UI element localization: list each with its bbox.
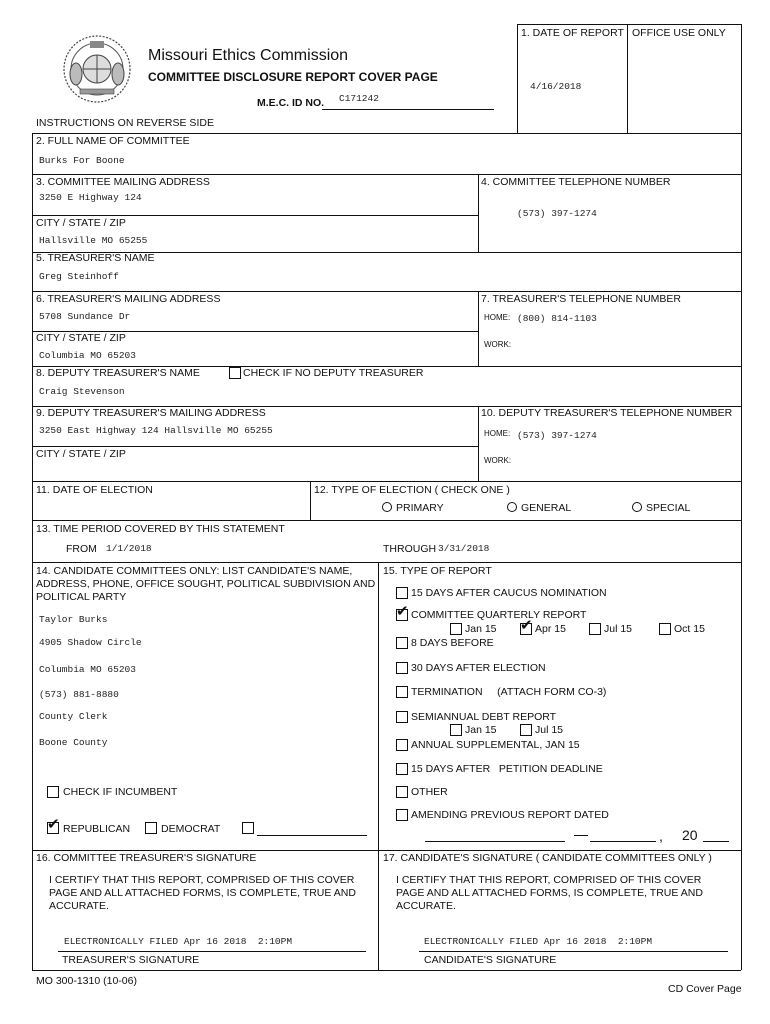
candidate-signature-label: 17. CANDIDATE'S SIGNATURE ( CANDIDATE COMMITTEES ONLY ) bbox=[383, 852, 712, 864]
deputy-work-label: WORK: bbox=[484, 456, 512, 465]
other-party-checkbox[interactable] bbox=[242, 822, 254, 834]
caucus-checkbox[interactable] bbox=[396, 587, 408, 599]
democrat-checkbox[interactable] bbox=[145, 822, 157, 834]
deputy-csz-label: CITY / STATE / ZIP bbox=[36, 448, 126, 460]
treasurer-csz-value: Columbia MO 65203 bbox=[39, 350, 136, 361]
jul15-checkbox[interactable] bbox=[589, 623, 601, 635]
republican-label: REPUBLICAN bbox=[63, 823, 131, 835]
semi-jan15-checkbox[interactable] bbox=[450, 724, 462, 736]
date-of-report-label: 1. DATE OF REPORT bbox=[521, 27, 624, 39]
treasurer-address-value: 5708 Sundance Dr bbox=[39, 311, 131, 322]
treasurer-address-label: 6. TREASURER'S MAILING ADDRESS bbox=[36, 293, 221, 305]
annual-label: ANNUAL SUPPLEMENTAL, JAN 15 bbox=[411, 739, 580, 751]
candidate-certify-1: I CERTIFY THAT THIS REPORT, COMPRISED OF THIS COVER bbox=[396, 874, 702, 886]
petition-label: 15 DAYS AFTER PETITION DEADLINE bbox=[411, 763, 603, 775]
primary-label: PRIMARY bbox=[396, 502, 444, 514]
treasurer-name-label: 5. TREASURER'S NAME bbox=[36, 252, 155, 264]
from-value: 1/1/2018 bbox=[106, 543, 152, 554]
incumbent-checkbox[interactable] bbox=[47, 786, 59, 798]
general-label: GENERAL bbox=[521, 502, 572, 514]
jan15-checkbox[interactable] bbox=[450, 623, 462, 635]
time-period-label: 13. TIME PERIOD COVERED BY THIS STATEMENT bbox=[36, 523, 285, 535]
checkmark-icon: ✔ bbox=[396, 602, 409, 620]
committee-name-value: Burks For Boone bbox=[39, 155, 125, 166]
quarterly-label: COMMITTEE QUARTERLY REPORT bbox=[411, 609, 587, 621]
candidate-office: County Clerk bbox=[39, 711, 108, 722]
checkmark-icon: ✔ bbox=[47, 815, 60, 833]
no-deputy-checkbox[interactable] bbox=[229, 367, 241, 379]
deputy-home-value: (573) 397-1274 bbox=[517, 430, 597, 441]
mec-id-label: M.E.C. ID NO. bbox=[257, 97, 325, 109]
termination-checkbox[interactable] bbox=[396, 686, 408, 698]
instructions-note: INSTRUCTIONS ON REVERSE SIDE bbox=[36, 117, 214, 129]
commission-name: Missouri Ethics Commission bbox=[148, 47, 349, 64]
treasurer-signature-label: 16. COMMITTEE TREASURER'S SIGNATURE bbox=[36, 852, 257, 864]
democrat-label: DEMOCRAT bbox=[161, 823, 221, 835]
jul15-label: Jul 15 bbox=[604, 623, 633, 635]
special-label: SPECIAL bbox=[646, 502, 691, 514]
treasurer-home-value: (800) 814-1103 bbox=[517, 313, 597, 324]
committee-phone-value: (573) 397-1274 bbox=[517, 208, 597, 219]
candidate-label-1: 14. CANDIDATE COMMITTEES ONLY: LIST CANDIDATE'S NAME, bbox=[36, 565, 353, 577]
candidate-subdivision: Boone County bbox=[39, 737, 108, 748]
candidate-city: Columbia MO 65203 bbox=[39, 664, 136, 675]
semi-jul15-label: Jul 15 bbox=[535, 724, 564, 736]
amended-dash bbox=[574, 835, 588, 836]
candidate-certify-3: ACCURATE. bbox=[396, 900, 456, 912]
termination-label: TERMINATION (ATTACH FORM CO-3) bbox=[411, 686, 607, 698]
candidate-name: Taylor Burks bbox=[39, 614, 108, 625]
committee-csz-label: CITY / STATE / ZIP bbox=[36, 217, 126, 229]
candidate-label-3: POLITICAL PARTY bbox=[36, 591, 127, 603]
special-radio[interactable] bbox=[632, 502, 642, 512]
candidate-label-2: ADDRESS, PHONE, OFFICE SOUGHT, POLITICAL SUBDIVISION AND bbox=[36, 578, 376, 590]
committee-name-label: 2. FULL NAME OF COMMITTEE bbox=[36, 135, 190, 147]
election-type-label: 12. TYPE OF ELECTION ( CHECK ONE ) bbox=[314, 484, 510, 496]
state-seal-icon bbox=[62, 34, 132, 104]
treasurer-phone-label: 7. TREASURER'S TELEPHONE NUMBER bbox=[481, 293, 681, 305]
committee-address-value: 3250 E Highway 124 bbox=[39, 192, 142, 203]
quarterly-checkbox[interactable] bbox=[396, 602, 409, 621]
through-label: THROUGH bbox=[383, 543, 437, 555]
deputy-name-label: 8. DEPUTY TREASURER'S NAME bbox=[36, 367, 200, 379]
year-prefix: 20 bbox=[682, 827, 698, 843]
candidate-certify-2: PAGE AND ALL ATTACHED FORMS, IS COMPLETE, TRUE AND bbox=[396, 887, 703, 899]
candidate-phone: (573) 881-8880 bbox=[39, 689, 119, 700]
page-name: CD Cover Page bbox=[668, 983, 742, 995]
committee-phone-label: 4. COMMITTEE TELEPHONE NUMBER bbox=[481, 176, 671, 188]
petition-checkbox[interactable] bbox=[396, 763, 408, 775]
amended-month-field[interactable] bbox=[425, 841, 565, 842]
other-report-checkbox[interactable] bbox=[396, 786, 408, 798]
checkmark-icon: ✔ bbox=[520, 616, 533, 634]
annual-checkbox[interactable] bbox=[396, 739, 408, 751]
deputy-phone-label: 10. DEPUTY TREASURER'S TELEPHONE NUMBER bbox=[481, 407, 733, 419]
amending-checkbox[interactable] bbox=[396, 809, 408, 821]
treasurer-certify-3: ACCURATE. bbox=[49, 900, 109, 912]
eight-days-checkbox[interactable] bbox=[396, 637, 408, 649]
treasurer-csz-label: CITY / STATE / ZIP bbox=[36, 332, 126, 344]
jan15-label: Jan 15 bbox=[465, 623, 497, 635]
no-deputy-label: CHECK IF NO DEPUTY TREASURER bbox=[243, 367, 424, 379]
through-value: 3/31/2018 bbox=[438, 543, 490, 554]
general-radio[interactable] bbox=[507, 502, 517, 512]
treasurer-filed-stamp: ELECTRONICALLY FILED Apr 16 2018 2:10PM bbox=[64, 936, 293, 947]
eight-days-label: 8 DAYS BEFORE bbox=[411, 637, 494, 649]
treasurer-certify-2: PAGE AND ALL ATTACHED FORMS, IS COMPLETE, TRUE AND bbox=[49, 887, 356, 899]
deputy-name-value: Craig Stevenson bbox=[39, 386, 125, 397]
treasurer-home-label: HOME: bbox=[484, 313, 511, 322]
semi-jan15-label: Jan 15 bbox=[465, 724, 497, 736]
apr15-checkbox[interactable] bbox=[520, 616, 533, 635]
from-label: FROM bbox=[66, 543, 97, 555]
candidate-filed-stamp: ELECTRONICALLY FILED Apr 16 2018 2:10PM bbox=[424, 936, 653, 947]
apr15-label: Apr 15 bbox=[535, 623, 566, 635]
republican-checkbox[interactable] bbox=[47, 815, 60, 834]
thirty-days-checkbox[interactable] bbox=[396, 662, 408, 674]
report-type-label: 15. TYPE OF REPORT bbox=[383, 565, 492, 577]
treasurer-work-label: WORK: bbox=[484, 340, 512, 349]
deputy-home-label: HOME: bbox=[484, 429, 511, 438]
treasurer-certify-1: I CERTIFY THAT THIS REPORT, COMPRISED OF THIS COVER bbox=[49, 874, 355, 886]
treasurer-name-value: Greg Steinhoff bbox=[39, 271, 119, 282]
semiannual-checkbox[interactable] bbox=[396, 711, 408, 723]
candidate-signature-line[interactable] bbox=[419, 951, 728, 952]
form-number: MO 300-1310 (10-06) bbox=[36, 975, 137, 987]
other-party-field[interactable] bbox=[257, 835, 367, 836]
amended-day-field[interactable] bbox=[590, 841, 656, 842]
candidate-street: 4905 Shadow Circle bbox=[39, 637, 142, 648]
semi-jul15-checkbox[interactable] bbox=[520, 724, 532, 736]
deputy-address-label: 9. DEPUTY TREASURER'S MAILING ADDRESS bbox=[36, 407, 266, 419]
other-report-label: OTHER bbox=[411, 786, 448, 798]
date-of-report-value: 4/16/2018 bbox=[530, 81, 582, 92]
candidate-sig-caption: CANDIDATE'S SIGNATURE bbox=[424, 954, 557, 966]
deputy-address-value: 3250 East Highway 124 Hallsville MO 65255 bbox=[39, 425, 273, 436]
amending-label: AMENDING PREVIOUS REPORT DATED bbox=[411, 809, 609, 821]
amended-year-field[interactable] bbox=[703, 841, 729, 842]
mec-id-value: C171242 bbox=[339, 93, 379, 104]
oct15-checkbox[interactable] bbox=[659, 623, 671, 635]
comma-separator: , bbox=[659, 828, 663, 844]
committee-address-label: 3. COMMITTEE MAILING ADDRESS bbox=[36, 176, 210, 188]
form-title: COMMITTEE DISCLOSURE REPORT COVER PAGE bbox=[148, 70, 438, 84]
primary-radio[interactable] bbox=[382, 502, 392, 512]
semiannual-label: SEMIANNUAL DEBT REPORT bbox=[411, 711, 557, 723]
incumbent-label: CHECK IF INCUMBENT bbox=[63, 786, 178, 798]
committee-csz-value: Hallsville MO 65255 bbox=[39, 235, 148, 246]
thirty-days-label: 30 DAYS AFTER ELECTION bbox=[411, 662, 546, 674]
oct15-label: Oct 15 bbox=[674, 623, 705, 635]
office-use-label: OFFICE USE ONLY bbox=[632, 27, 726, 39]
election-date-label: 11. DATE OF ELECTION bbox=[36, 484, 153, 496]
caucus-label: 15 DAYS AFTER CAUCUS NOMINATION bbox=[411, 587, 607, 599]
treasurer-sig-caption: TREASURER'S SIGNATURE bbox=[62, 954, 200, 966]
treasurer-signature-line[interactable] bbox=[58, 951, 366, 952]
